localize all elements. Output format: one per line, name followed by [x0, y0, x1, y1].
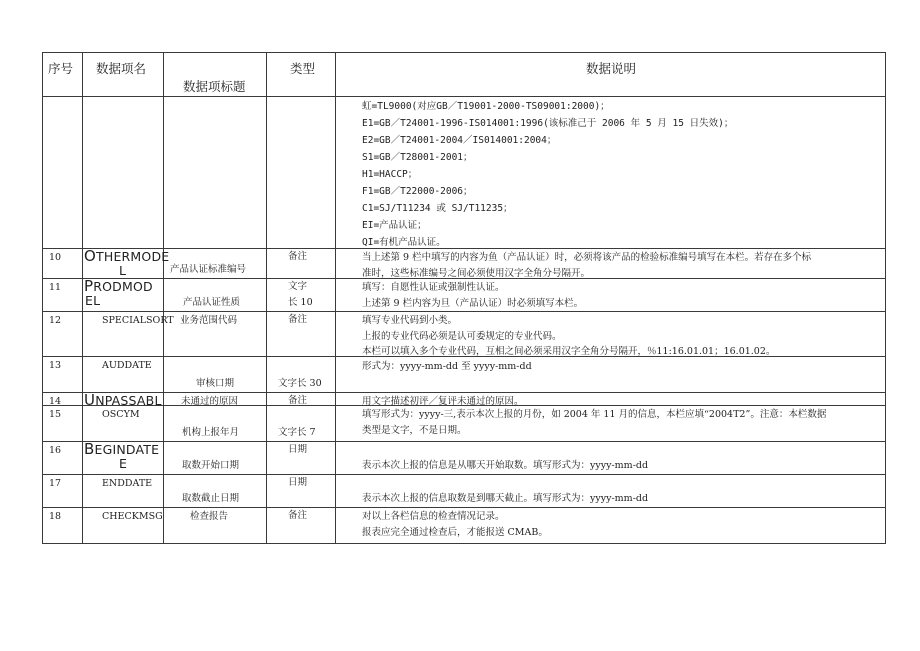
item-name — [84, 440, 160, 458]
row-number: 11 — [49, 282, 62, 293]
row-number: 10 — [49, 252, 62, 263]
item-name — [84, 247, 170, 265]
description-line: EI=产品认证； — [362, 220, 427, 231]
row-divider — [42, 392, 885, 393]
description-line: 类型是文字，不是日期。 — [362, 424, 467, 436]
description-line: 表示本次上报的信息取数是到哪天截止。填写形式为：yyyy-mm-dd — [362, 493, 649, 504]
item-title: 机构上报年月 — [182, 427, 240, 438]
header-no: 序号 — [48, 61, 74, 76]
description-line: 本栏可以填入多个专业代码，互相之间必须采用汉字全角分号隔开，％11:16.01.01；16.01.02。 — [362, 346, 776, 357]
header-bottom-border — [42, 96, 885, 97]
item-title: 检查报告 — [190, 511, 229, 522]
item-name-rest: NPASSABL — [95, 393, 162, 408]
item-title: 业务范围代码 — [180, 315, 238, 326]
header-item-title: 数据项标题 — [183, 79, 246, 94]
row-divider — [42, 441, 885, 442]
description-line: E1=GB／T24001-1996-IS014001:1996(该标准己于 2006 年 5 月 15 日失效)； — [362, 118, 734, 129]
description-line: 用文字描述初评／复评未通过的原因。 — [362, 396, 524, 407]
column-divider — [42, 52, 43, 544]
description-line: S1=GB／T28001-2001； — [362, 152, 473, 163]
row-number: 16 — [49, 445, 62, 456]
type-label: 日期 — [288, 444, 308, 455]
item-name-initial: P — [84, 277, 94, 295]
column-divider — [885, 52, 886, 544]
table-bottom-border — [42, 543, 885, 544]
row-number: 18 — [49, 511, 62, 522]
item-title: 产品认证性质 — [183, 297, 241, 308]
item-title: 审核口期 — [196, 378, 235, 389]
row-number: 17 — [49, 478, 62, 489]
item-name-wrap: EL — [85, 293, 101, 308]
row-number: 12 — [49, 315, 62, 326]
type-label: 备注 — [288, 251, 308, 262]
item-name-initial: B — [84, 440, 95, 458]
description-line: QI=有机产品认证。 — [362, 237, 446, 248]
item-name — [84, 391, 162, 409]
row-divider — [42, 474, 885, 475]
description-line: 表示本次上报的信息是从哪天开始取数。填写形式为：yyyy-mm-dd — [362, 460, 649, 471]
description-line: F1=GB／T22000-2006； — [362, 186, 473, 197]
row-divider — [42, 507, 885, 508]
item-name-wrap: L — [119, 263, 127, 278]
type-length: 长 10 — [288, 297, 313, 308]
column-divider — [335, 52, 336, 544]
item-name: CHECKMSG — [102, 511, 163, 522]
item-name: SPECIALSORT — [102, 315, 174, 326]
item-title: 取数截止日期 — [182, 493, 240, 504]
description-line: C1=SJ/T11234 或 SJ/T11235； — [362, 203, 513, 214]
description-line: E2=GB／T24001-2004／IS014001:2004； — [362, 135, 557, 146]
header-description: 数据说明 — [586, 61, 637, 76]
description-line: 准时，这些标准编号之间必须使用汉字全角分号隔开。 — [362, 267, 591, 279]
row-number: 13 — [49, 360, 62, 371]
row-number: 14 — [49, 396, 62, 407]
column-divider — [266, 52, 267, 544]
item-name-rest: EGINDATE — [94, 442, 160, 457]
description-line: H1=HACCP； — [362, 169, 418, 180]
row-number: 15 — [49, 409, 62, 420]
description-line: 填写：自愿性认证或强制性认证。 — [362, 282, 505, 293]
type-label: 备注 — [288, 510, 308, 521]
header-type: 类型 — [290, 61, 316, 76]
column-divider — [82, 52, 83, 544]
table-top-border — [42, 52, 885, 53]
column-divider — [163, 52, 164, 544]
header-item-name: 数据项名 — [96, 61, 147, 76]
description-line: 上报的专业代码必须是认可委规定的专业代码。 — [362, 330, 562, 342]
type-length: 文字长 7 — [278, 427, 316, 438]
type-length: 文字长 30 — [278, 378, 322, 389]
description-line: 当上述第 9 栏中填写的内容为鱼（产品认证）时，必须将该产品的检验标准编号填写在本栏。若存在多个标 — [362, 252, 812, 263]
row-divider — [42, 311, 885, 312]
description-line: 报表应完全通过检查后，才能报送 CMAB。 — [362, 526, 548, 538]
description-line: 填写专业代码到小类。 — [362, 315, 458, 326]
item-name-initial: U — [84, 391, 96, 409]
item-name — [84, 277, 153, 295]
description-line: 形式为：yyyy-mm-dd 至 yyyy-mm-dd — [362, 361, 532, 372]
item-title: 取数开始口期 — [182, 460, 240, 471]
type-label: 日期 — [288, 477, 308, 488]
type-label: 备注 — [288, 314, 308, 325]
type-label: 备注 — [288, 395, 308, 406]
type-label: 文字 — [288, 281, 308, 292]
description-line: 对以上各栏信息的检查情况记录。 — [362, 511, 505, 522]
item-name: OSCYM — [102, 409, 140, 420]
item-name: ENDDATE — [102, 478, 153, 489]
item-name-wrap: E — [119, 456, 128, 471]
description-line: 虹=TL9000(对应GB／T19001-2000-TS09001:2000)； — [362, 101, 610, 112]
item-name: AUDDATE — [102, 360, 152, 371]
item-name-initial: O — [84, 247, 97, 265]
description-line: 填写形式为：yyyy-三,表示本次上报的月份，如 2004 年 11 月的信息，本栏应填“2004T2”。注意：本栏数据 — [362, 409, 827, 420]
item-title: 产品认证标准编号 — [170, 264, 247, 275]
item-title: 未通过的原因 — [181, 396, 239, 407]
item-name-rest: THERMODE — [96, 249, 170, 264]
item-name-rest: RODMOD — [93, 279, 153, 294]
description-line: 上述第 9 栏内容为旦（产品认证）时必须填写本栏。 — [362, 297, 584, 309]
